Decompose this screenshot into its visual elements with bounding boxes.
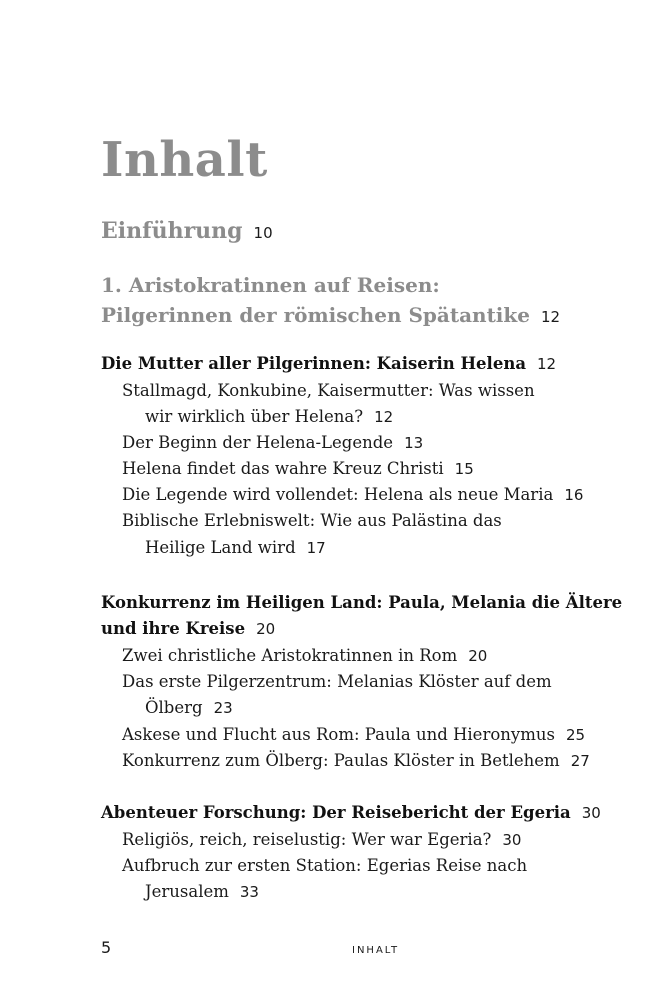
toc-section-3 (101, 803, 601, 822)
page-title: Inhalt (101, 132, 268, 188)
toc-section-1-title: Die Mutter aller Pilgerinnen: Kaiserin Helena (101, 354, 527, 373)
toc-part-1-line1: 1. Aristokratinnen auf Reisen: (101, 273, 440, 297)
toc-intro (101, 218, 273, 244)
toc-section-1-page: 12 (537, 355, 557, 373)
toc-part-1 (101, 270, 571, 332)
toc-entry: Zwei christliche Aristokratinnen in Rom 20 (122, 646, 488, 665)
page-number: 5 (101, 938, 112, 957)
toc-entry-continuation: Ölberg 23 (145, 698, 233, 717)
toc-part-1-page: 12 (540, 308, 561, 326)
toc-section-2-continuation (101, 619, 275, 638)
toc-entry: Biblische Erlebniswelt: Wie aus Palästina das (122, 511, 502, 530)
toc-entry-continuation: Heilige Land wird 17 (145, 538, 326, 557)
toc-entry: Der Beginn der Helena-Legende 13 (122, 433, 424, 452)
toc-section-2-line1: Konkurrenz im Heiligen Land: Paula, Melania die Ältere (101, 593, 623, 612)
toc-part-1-line2: Pilgerinnen der römischen Spätantike (101, 303, 530, 327)
toc-entry-continuation: Jerusalem 33 (145, 882, 259, 901)
toc-entry: Das erste Pilgerzentrum: Melanias Klöster auf dem (122, 672, 552, 691)
toc-entry: Askese und Flucht aus Rom: Paula und Hieronymus 25 (122, 725, 586, 744)
toc-entry: Helena findet das wahre Kreuz Christi 15 (122, 459, 474, 478)
toc-entry: Die Legende wird vollendet: Helena als neue Maria 16 (122, 485, 584, 504)
toc-section-3-title: Abenteuer Forschung: Der Reisebericht der Egeria (101, 803, 571, 822)
toc-entry: Aufbruch zur ersten Station: Egerias Reise nach (122, 856, 528, 875)
toc-entry: Religiös, reich, reiselustig: Wer war Egeria? 30 (122, 830, 522, 849)
toc-section-2-line2: und ihre Kreise (101, 619, 246, 638)
toc-section-3-page: 30 (581, 804, 601, 822)
toc-entry: Konkurrenz zum Ölberg: Paulas Klöster in Betlehem 27 (122, 751, 590, 770)
running-head: INHALT (352, 945, 400, 956)
toc-intro-page: 10 (253, 224, 273, 242)
toc-section-2-page: 20 (256, 620, 276, 638)
toc-section-1 (101, 354, 556, 373)
toc-section-2 (101, 593, 622, 612)
toc-entry-continuation: wir wirklich über Helena? 12 (145, 407, 394, 426)
toc-intro-label: Einführung (101, 218, 243, 244)
toc-entry: Stallmagd, Konkubine, Kaisermutter: Was wissen (122, 381, 535, 400)
